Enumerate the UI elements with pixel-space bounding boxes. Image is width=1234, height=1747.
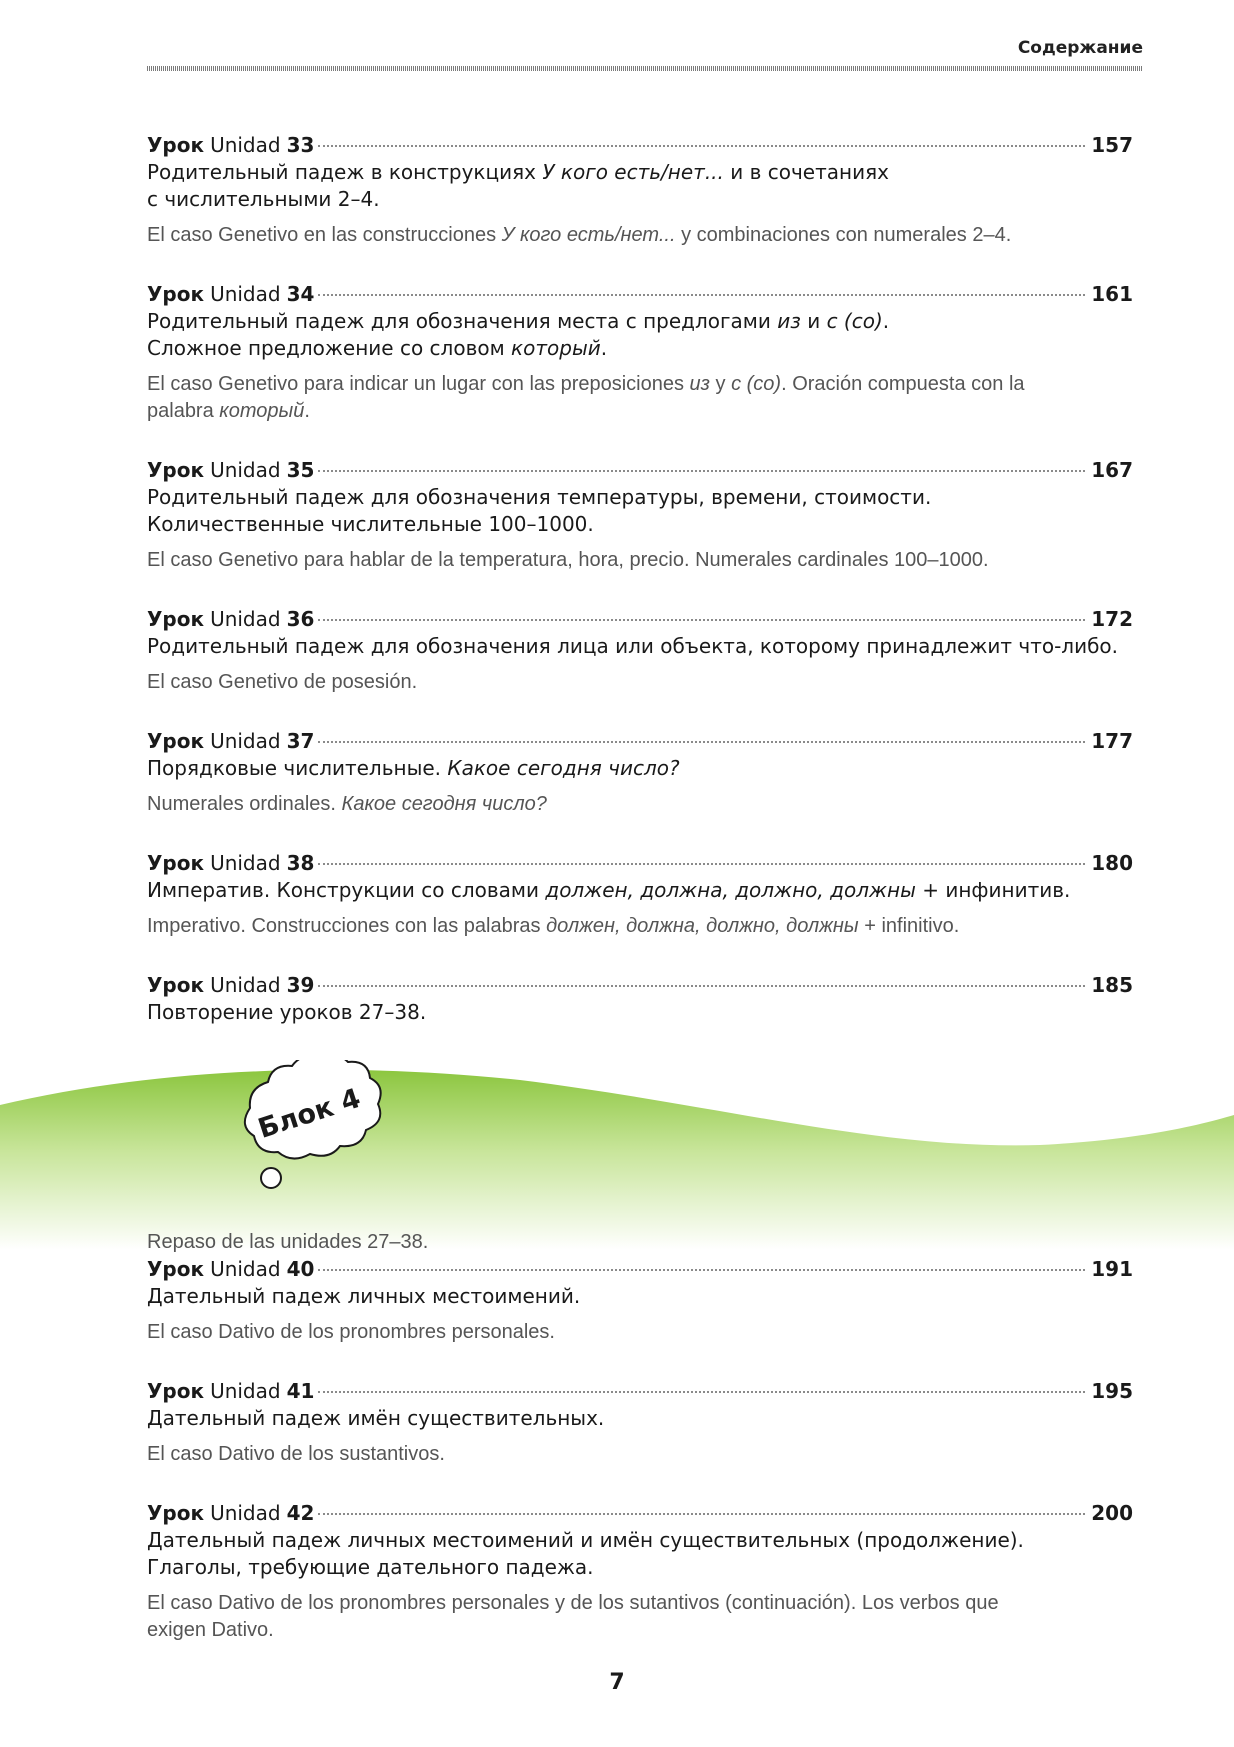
toc-list-2 (147, 1256, 1133, 1644)
dot-leader (318, 863, 1085, 865)
unit-word: Unidad (210, 851, 281, 875)
russian-description: Родительный падеж для обозначения места с предлогами из и с (со). Сложное предложение со словом который. (147, 309, 890, 360)
spanish-description: El caso Genetivo de posesión. (147, 671, 418, 693)
lesson-word: Урок (147, 1257, 205, 1281)
toc-entry (147, 281, 1133, 425)
lesson-number: 38 (286, 851, 315, 875)
lesson-word: Урок (147, 1501, 205, 1525)
russian-description: Императив. Конструкции со словами должен, должна, должно, должны + инфинитив. (147, 878, 1071, 902)
page-reference: 167 (1091, 458, 1133, 482)
toc-entry (147, 1378, 1133, 1468)
lesson-number: 36 (286, 607, 315, 631)
unit-word: Unidad (210, 1379, 281, 1403)
dot-leader (318, 1269, 1085, 1271)
lesson-word: Урок (147, 973, 205, 997)
russian-description: Повторение уроков 27–38. (147, 1000, 427, 1024)
dot-leader (318, 741, 1085, 743)
lesson-word: Урок (147, 133, 205, 157)
spanish-description: Numerales ordinales. Какое сегодня число? (147, 793, 547, 815)
block-4-banner (0, 1060, 1234, 1250)
page-reference: 200 (1091, 1501, 1133, 1525)
toc-entry (147, 1500, 1133, 1644)
dot-leader (318, 985, 1085, 987)
toc-entry-heading[interactable] (147, 606, 1133, 633)
lesson-word: Урок (147, 1379, 205, 1403)
unit-word: Unidad (210, 1501, 281, 1525)
spanish-description: Imperativo. Construcciones con las palabras должен, должна, должно, должны + infinitivo. (147, 915, 960, 937)
russian-description: Родительный падеж для обозначения температуры, времени, стоимости. Количественные числительные 100–1000. (147, 485, 932, 536)
lesson-number: 33 (286, 133, 315, 157)
russian-description: Дательный падеж личных местоимений. (147, 1284, 581, 1308)
lesson-number: 41 (286, 1379, 315, 1403)
toc-entry (147, 457, 1133, 574)
dot-leader (318, 294, 1085, 296)
toc-entry-heading[interactable] (147, 1378, 1133, 1405)
toc-entry-heading[interactable] (147, 281, 1133, 308)
unit-word: Unidad (210, 973, 281, 997)
russian-description: Дательный падеж имён существительных. (147, 1406, 605, 1430)
dot-leader (318, 470, 1085, 472)
lesson-number: 40 (286, 1257, 315, 1281)
dot-leader (318, 1513, 1085, 1515)
lesson-number: 35 (286, 458, 315, 482)
toc-entry-heading[interactable] (147, 1500, 1133, 1527)
unit-word: Unidad (210, 729, 281, 753)
unit-word: Unidad (210, 458, 281, 482)
spanish-description: El caso Dativo de los sustantivos. (147, 1443, 445, 1465)
spanish-description: El caso Dativo de los pronombres personales y de los sutantivos (continuación). Los verbos que exigen Dativo. (147, 1592, 999, 1641)
lesson-word: Урок (147, 607, 205, 631)
lesson-word: Урок (147, 851, 205, 875)
dot-leader (318, 619, 1085, 621)
block-label: Блок 4 (254, 1082, 365, 1145)
russian-description: Порядковые числительные. Какое сегодня число? (147, 756, 680, 780)
unit-word: Unidad (210, 607, 281, 631)
toc-entry-heading[interactable] (147, 457, 1133, 484)
spanish-description: El caso Genetivo para hablar de la temperatura, hora, precio. Numerales cardinales 100–1000. (147, 549, 989, 571)
lesson-number: 37 (286, 729, 315, 753)
toc-entry (147, 606, 1133, 696)
page-reference: 157 (1091, 133, 1133, 157)
lesson-word: Урок (147, 282, 205, 306)
spanish-description: El caso Dativo de los pronombres personales. (147, 1321, 555, 1343)
page-reference: 180 (1091, 851, 1133, 875)
lesson-number: 34 (286, 282, 315, 306)
toc-list-1 (147, 132, 1133, 1026)
toc-entry (147, 132, 1133, 249)
header-rule (147, 66, 1143, 71)
toc-entry (147, 850, 1133, 940)
block-4-intro: Repaso de las unidades 27–38. (147, 1231, 429, 1253)
lesson-word: Урок (147, 458, 205, 482)
toc-entry-heading[interactable] (147, 1256, 1133, 1283)
toc-entry (147, 728, 1133, 818)
header-section-title: Содержание (1017, 38, 1143, 58)
page-reference: 185 (1091, 973, 1133, 997)
page-number: 7 (609, 1670, 625, 1695)
page-reference: 161 (1091, 282, 1133, 306)
toc-entry-heading[interactable] (147, 728, 1133, 755)
unit-word: Unidad (210, 1257, 281, 1281)
page-reference: 191 (1091, 1257, 1133, 1281)
russian-description: Дательный падеж личных местоимений и имён существительных (продолжение). Глаголы, требующие дательного падежа. (147, 1528, 1024, 1579)
toc-entry (147, 972, 1133, 1026)
spanish-description: El caso Genetivo para indicar un lugar con las preposiciones из y с (со). Oración compuesta con la palabra который. (147, 373, 1025, 422)
russian-description: Родительный падеж в конструкциях У кого есть/нет... и в сочетаниях с числительными 2–4. (147, 160, 889, 211)
lesson-word: Урок (147, 729, 205, 753)
toc-entry-heading[interactable] (147, 132, 1133, 159)
page-reference: 195 (1091, 1379, 1133, 1403)
unit-word: Unidad (210, 133, 281, 157)
toc-entry (147, 1256, 1133, 1346)
toc-entry-heading[interactable] (147, 850, 1133, 877)
dot-leader (318, 145, 1085, 147)
toc-entry-heading[interactable] (147, 972, 1133, 999)
spanish-description: El caso Genetivo en las construcciones У кого есть/нет... y combinaciones con numerales 2–4. (147, 224, 1012, 246)
page-reference: 177 (1091, 729, 1133, 753)
lesson-number: 42 (286, 1501, 315, 1525)
lesson-number: 39 (286, 973, 315, 997)
unit-word: Unidad (210, 282, 281, 306)
dot-leader (318, 1391, 1085, 1393)
russian-description: Родительный падеж для обозначения лица или объекта, которому принадлежит что-либо. (147, 634, 1119, 658)
page-reference: 172 (1091, 607, 1133, 631)
